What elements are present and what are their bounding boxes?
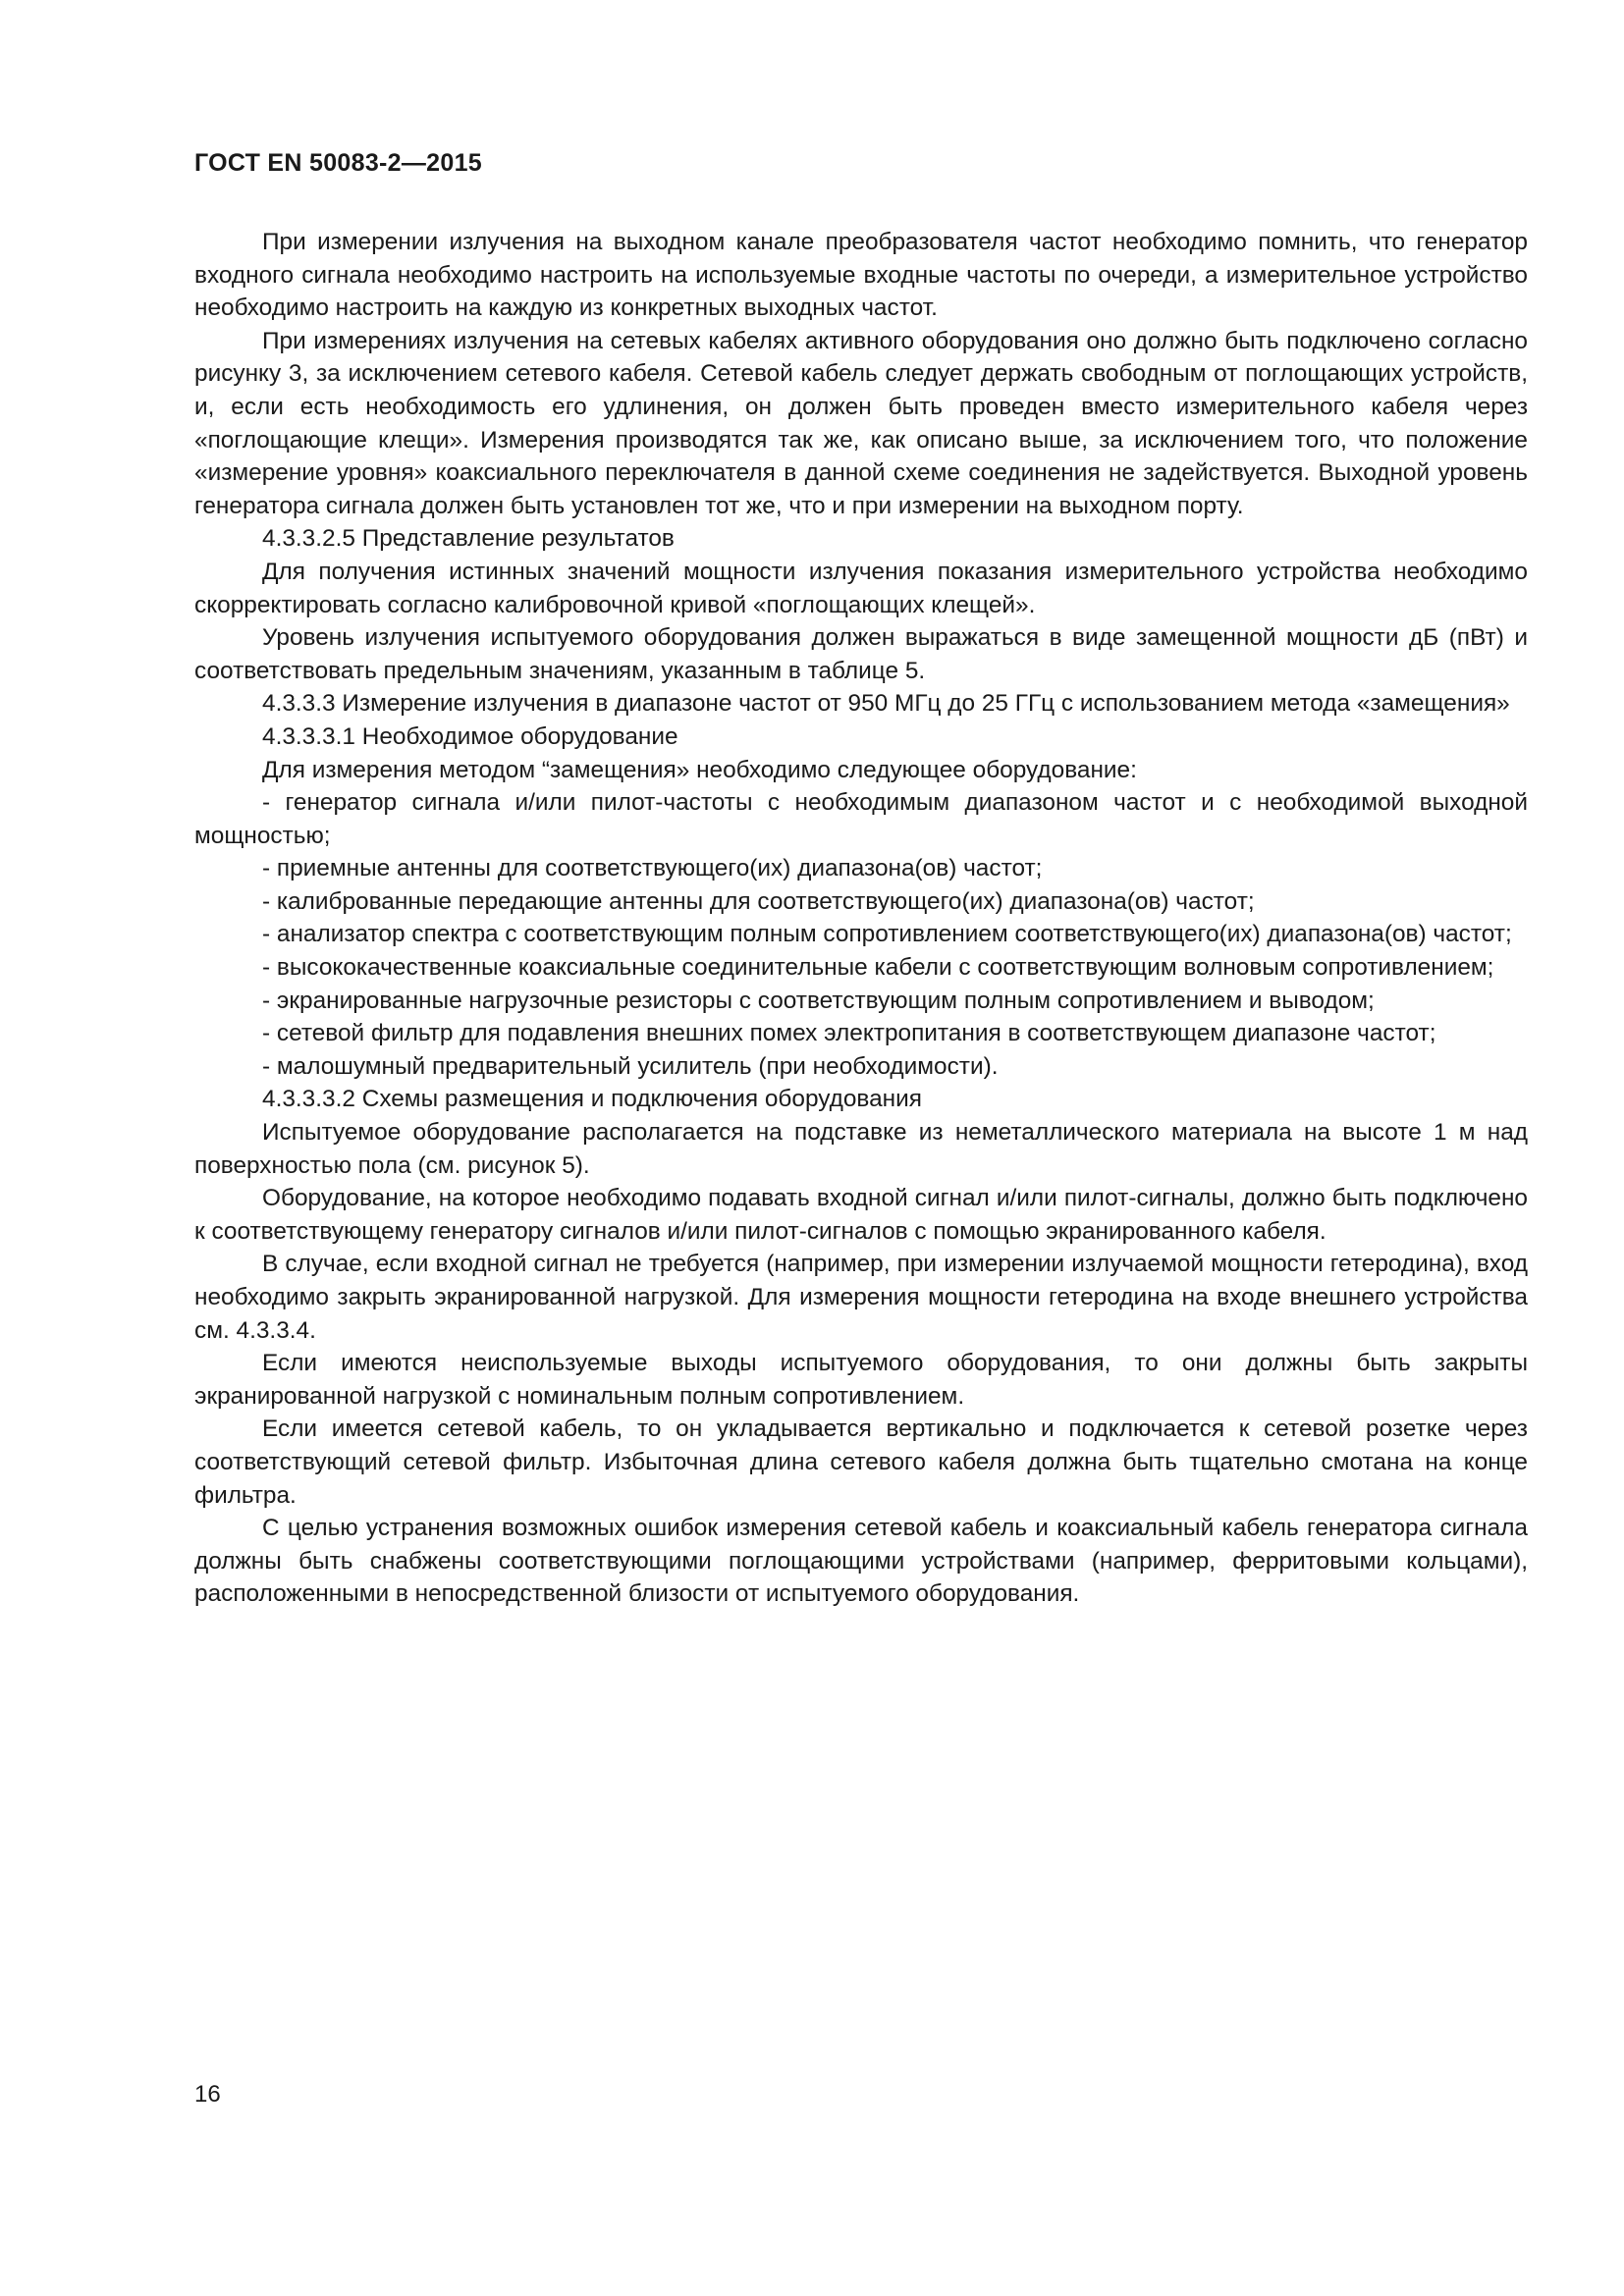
paragraph: Если имеется сетевой кабель, то он укладывается вертикально и подключается к сетевой розетке через соответствующий сетевой фильтр. Избыточная длина сетевого кабеля должна быть тщательно смотана на конце фильтра.: [194, 1415, 1528, 1509]
document-header: ГОСТ EN 50083-2—2015: [194, 149, 482, 177]
list-item: - экранированные нагрузочные резисторы с соответствующим полным сопротивлением и выводом;: [262, 987, 1375, 1014]
list-item: - высококачественные коаксиальные соединительные кабели с соответствующим волновым сопротивлением;: [262, 954, 1494, 982]
section-heading: 4.3.3.3.2 Схемы размещения и подключения оборудования: [262, 1086, 922, 1113]
paragraph: При измерениях излучения на сетевых кабелях активного оборудования оно должно быть подключено согласно рисунку 3, за исключением сетевого кабеля. Сетевой кабель следует держать свободным от поглощающих устройств, и, если есть необходимость его удлинения, он должен быть проведен вместо измерительного кабеля через «поглощающие клещи». Измерения производятся так же, как описано выше, за исключением того, что положение «измерение уровня» коаксиального переключателя в данной схеме соединения не задействуется. Выходной уровень генератора сигнала должен быть установлен тот же, что и при измерении на выходном порту.: [194, 327, 1528, 519]
list-item: - сетевой фильтр для подавления внешних помех электропитания в соответствующем диапазоне частот;: [262, 1020, 1436, 1047]
paragraph: В случае, если входной сигнал не требуется (например, при измерении излучаемой мощности гетеродина), вход необходимо закрыть экранированной нагрузкой. Для измерения мощности гетеродина на входе внешнего устройства см. 4.3.3.4.: [194, 1251, 1528, 1344]
paragraph: С целью устранения возможных ошибок измерения сетевой кабель и коаксиальный кабель генератора сигнала должны быть снабжены соответствующими поглощающими устройствами (например, ферритовыми кольцами), расположенными в непосредственной близости от испытуемого оборудования.: [194, 1515, 1528, 1608]
list-item: - приемные антенны для соответствующего(их) диапазона(ов) частот;: [262, 855, 1043, 882]
paragraph: При измерении излучения на выходном канале преобразователя частот необходимо помнить, что генератор входного сигнала необходимо настроить на используемые входные частоты по очереди, а измерительное устройство необходимо настроить на каждую из конкретных выходных частот.: [194, 229, 1528, 322]
paragraph: Уровень излучения испытуемого оборудования должен выражаться в виде замещенной мощности дБ (пВт) и соответствовать предельным значениям, указанным в таблице 5.: [194, 624, 1528, 684]
list-item: - калиброванные передающие антенны для соответствующего(их) диапазона(ов) частот;: [262, 887, 1255, 915]
paragraph: Для получения истинных значений мощности излучения показания измерительного устройства необходимо скорректировать согласно калибровочной кривой «поглощающих клещей».: [194, 558, 1528, 618]
section-heading: 4.3.3.3.1 Необходимое оборудование: [262, 722, 678, 750]
paragraph: Если имеются неиспользуемые выходы испытуемого оборудования, то они должны быть закрыты экранированной нагрузкой с номинальным полным сопротивлением.: [194, 1350, 1528, 1410]
paragraph: Оборудование, на которое необходимо подавать входной сигнал и/или пилот-сигналы, должно быть подключено к соответствующему генератору сигналов и/или пилот-сигналов с помощью экранированного кабеля.: [194, 1185, 1528, 1245]
document-body: [194, 226, 1528, 1611]
section-heading: 4.3.3.2.5 Представление результатов: [262, 525, 675, 553]
paragraph: Для измерения методом “замещения» необходимо следующее оборудование:: [262, 756, 1137, 783]
paragraph: Испытуемое оборудование располагается на подставке из неметаллического материала на высоте 1 м над поверхностью пола (см. рисунок 5).: [194, 1119, 1528, 1179]
page-number: 16: [194, 2081, 221, 2108]
list-item: - анализатор спектра с соответствующим полным сопротивлением соответствующего(их) диапазона(ов) частот;: [262, 921, 1512, 948]
section-heading: 4.3.3.3 Измерение излучения в диапазоне частот от 950 МГц до 25 ГГц с использованием метода «замещения»: [262, 690, 1510, 718]
list-item: - генератор сигнала и/или пилот-частоты с необходимым диапазоном частот и с необходимой выходной мощностью;: [194, 789, 1528, 849]
list-item: - малошумный предварительный усилитель (при необходимости).: [262, 1052, 999, 1080]
